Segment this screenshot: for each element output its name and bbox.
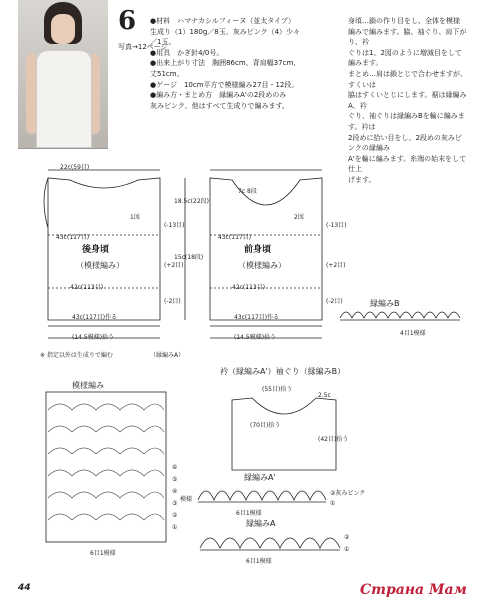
back-hem-width: 42c(113目) [70,284,104,291]
edging-a-title: 縁編みA [246,519,276,528]
materials-line: ●用具 かぎ針4/0号。 [150,48,224,57]
pattern-row-2: ② [172,512,178,519]
instruction-line: 身頃…鎖の作り目をし、全体を模様 [348,17,460,25]
materials-line: ●編み方・まとめ方 縁編みA'の2段めのみ [150,91,287,100]
edging-a-row1: ① [344,546,350,553]
instruction-line: 2段めに拾い目をし、2段めの灰みピンクの縁編み [348,133,462,153]
pattern-number: 6 [118,6,137,36]
instruction-line: ぐりは1、2図のように増減目をして編みます。 [348,48,462,68]
back-dec2: (-2目) [164,298,181,305]
materials-line: 灰みピンク、他はすべて生成りで編みます。 [150,101,289,110]
edging-a-label: （縁編みA） [150,352,185,359]
color-note: ※ 指定以外は生成りで編む [40,352,113,359]
pattern-row-4: ④ [172,488,178,495]
pattern-row-5: ⑤ [172,476,178,483]
front-hem-pickup: (14.5模様)拾う [234,334,277,341]
front-chest-label: 43c(117目) [218,234,252,241]
edging-a-repeat: 6目1模様 [246,558,272,565]
instruction-line: げます。 [348,175,376,184]
materials-line: ●ゲージ 10cm平方で模様編み27目・12段。 [150,80,299,89]
front-fig-label: 2図 [294,214,304,221]
collar-title: 衿（縁編みA'）袖ぐり（縁編みB） [220,367,346,376]
page-number: 44 [18,583,31,593]
materials-line: ／1玉。 [150,38,176,47]
back-hem-pickup: (14.5模様)拾う [72,334,115,341]
edging-b-title: 縁編みB [370,299,400,308]
front-foundation: 43c(117目)作る [234,314,280,321]
instruction-line: A'を輪に編みます。糸端の始末をして仕上 [348,154,467,174]
center-side-label: 15c(18段) [174,254,204,261]
collar-side-pickup: (42目)拾う [318,436,349,443]
pattern-chart-frame [46,392,166,542]
back-foundation: 43c(117目)作る [72,314,118,321]
instruction-line: ぐり、袖ぐりは縁編みBを輪に編みます。衿は [348,112,465,131]
front-inc: (+2目) [326,262,346,269]
materials-line: ●材料 ハマナカシルフィーヌ（並太タイプ） [150,17,295,25]
back-inc: (+2目) [164,262,184,269]
pattern-repeat: 6目1模様 [90,550,116,557]
instruction-line: 脇はすくいとじにします。裾は縁編みA、衿 [348,91,467,110]
watermark-logo: Страна Мам [360,582,467,598]
collar-arm-pickup: (70目)拾う [250,422,281,429]
edging-a-row2: ② [344,534,350,541]
front-dec: (-13目) [326,222,347,229]
edging-b-repeat: 4目1模様 [400,330,426,337]
back-subtitle: （模様編み） [76,261,124,270]
edging-b-chart [340,312,460,318]
photo-ref: 写真→12ページ [118,43,168,51]
pattern-row-3: ③ [172,500,178,507]
front-subtitle: （模様編み） [238,261,286,270]
pattern-side-label: 模様 [180,496,193,503]
pattern-row-1: ① [172,524,178,531]
front-title: 前身頃 [244,245,272,255]
edging-a-prime-color: ②灰みピンク [330,490,366,497]
materials-line: 生成り（1）180g／8玉、灰みピンク（4）少々 [150,27,301,36]
materials-line: 丈51cm。 [150,69,184,78]
back-chest-label: 43c(117目) [56,234,90,241]
edging-a-prime-row1: ① [330,500,336,507]
edging-a-prime-repeat: 6目1模様 [236,510,262,517]
instruction-line: まとめ…肩は鎖とじで合わせますが、すくいは [348,69,467,89]
back-title: 後身頃 [82,245,110,255]
back-dec: (-13目) [164,222,185,229]
pattern-row-6: ⑥ [172,464,178,471]
back-fig-label: 1図 [130,214,140,221]
edging-a-prime-title: 縁編みA' [244,473,276,482]
center-armhole-label: 18.5c(22段) [174,198,209,205]
front-dec2: (-2目) [326,298,343,305]
back-neck-width: 22c(59目) [60,164,90,171]
pattern-chart-title: 模様編み [72,381,104,390]
front-hem-width: 42c(113目) [232,284,266,291]
materials-line: ●出来上がり寸法 胸囲86cm、背肩幅37cm、 [150,59,301,68]
front-neck-drop: 7c 8段 [238,188,257,195]
instruction-line: 編みで編みます。脇、袖ぐり、肩下がり、衿 [348,27,467,47]
collar-shoulder: 2.5c [318,392,331,399]
collar-neck-pickup: (55目)拾う [262,386,293,393]
